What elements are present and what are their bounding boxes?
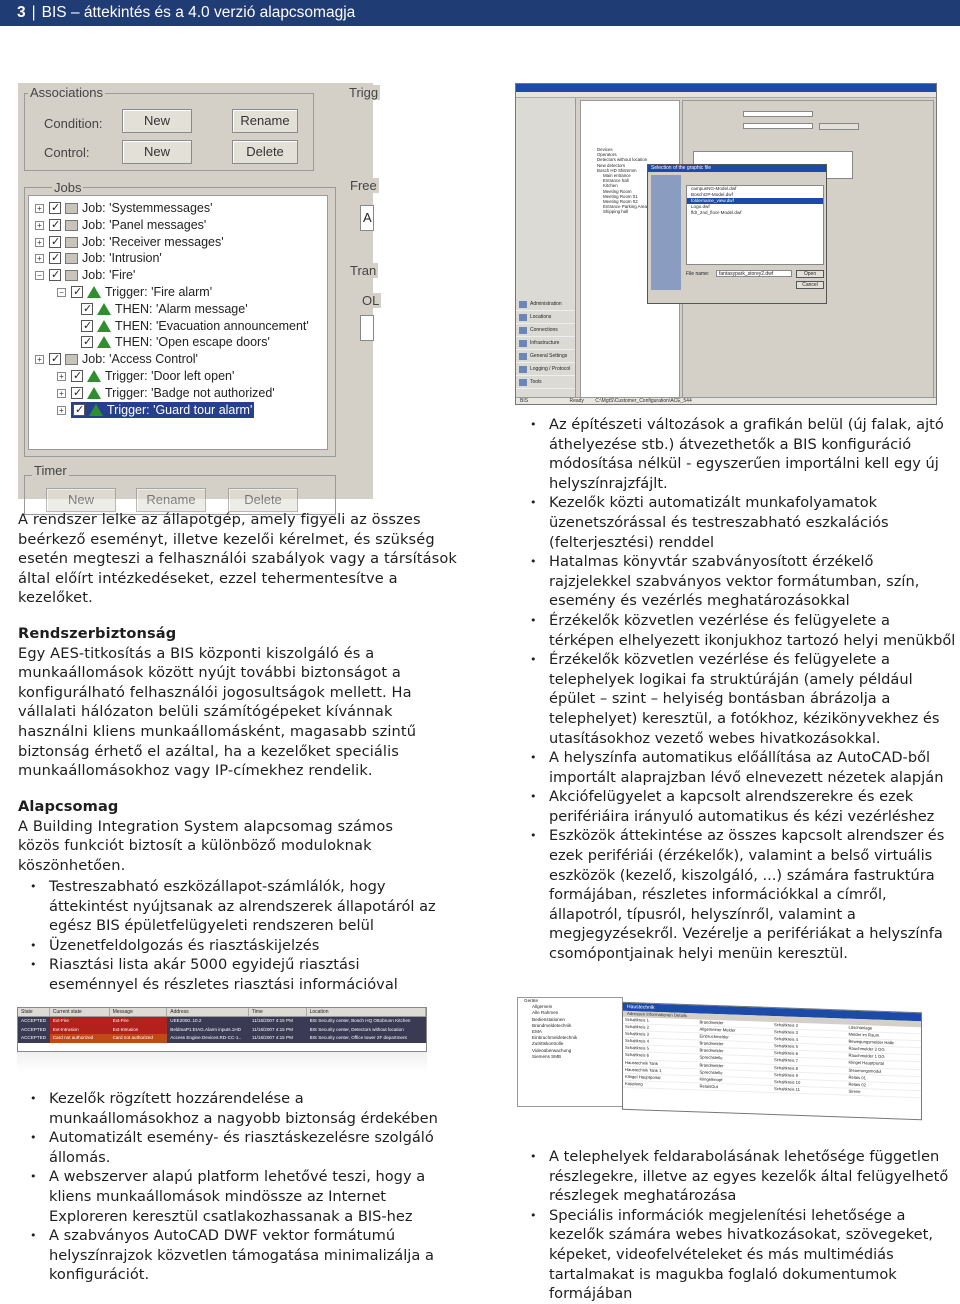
tree-node-label: Job: 'Panel messages' <box>82 217 207 232</box>
tree-node-job[interactable] <box>49 234 224 250</box>
location-tree-item[interactable]: New detectors <box>597 162 626 168</box>
expand-toggle[interactable]: + <box>35 204 44 213</box>
tree-node-trigger[interactable] <box>71 284 212 300</box>
window-menubar <box>516 92 936 98</box>
tree-node-label: Job: 'Intrusion' <box>82 251 162 266</box>
location-tree-item[interactable]: Entrance Parking Area <box>603 204 647 210</box>
header-separator: | <box>31 4 36 21</box>
status-path: C:\MgtS\Customer_Configuration\ACE_544 <box>595 398 692 404</box>
right-bullets <box>518 415 956 964</box>
alarm-cell: Card not authorized <box>50 1034 110 1043</box>
device-table[interactable] <box>623 1017 921 1098</box>
condition-label: Condition: <box>44 116 103 131</box>
alarm-list-fade <box>17 1052 427 1072</box>
tree-node-then[interactable] <box>81 334 270 350</box>
bullet-item: • Az építészeti változások a grafikán belül (új falak, ajtó áthelyezése stb.) átvezethetők a BIS konfiguráció módosítása nélkül - egyszerűen importálni kell egy új helyszínrajzfájlt. <box>518 415 956 493</box>
tree-node-label: Job: 'Receiver messages' <box>82 234 224 249</box>
status-app: BIS <box>520 398 529 404</box>
control-new-button[interactable]: New <box>122 140 192 164</box>
associations-label: Associations <box>30 85 103 100</box>
alarm-list-rows[interactable] <box>18 1017 426 1043</box>
device-detail-window <box>622 1002 922 1120</box>
intro-paragraph: A rendszer lelke az állapotgép, amely figyeli az összes beérkező eseményt, illetve kezelői kérelmet, és szükség esetén megteszi a felhasználói szabályok vagy a társítások által előírt intézkedéseket, ezzel tehermentesítve a kezelőket. <box>18 511 457 607</box>
location-tree-item[interactable]: Meeting Room 02 <box>603 199 638 205</box>
device-cell: Bewegungsmelder Halle <box>848 1038 894 1046</box>
job-icon <box>65 354 78 365</box>
bullet-item: • Hatalmas könyvtár szabványosított érzékelő rajzjelekkel szabványos vektor formátumban, szín, esemény és vezérlés meghatározásokkal <box>518 552 956 611</box>
expand-toggle[interactable]: − <box>57 288 66 297</box>
sidebar-item[interactable]: Locations <box>516 311 575 324</box>
warning-icon <box>97 320 111 332</box>
device-cell: Rauchmelder 1 OG <box>848 1053 885 1060</box>
sidebar-item[interactable]: Administration <box>516 298 575 311</box>
device-cell: Klingelknopf <box>699 1076 723 1083</box>
bullet-item: • Eszközök áttekintése az összes kapcsolt alrendszer és ezek perifériái (érzékelők), valamint a belső virtuális eszközök (kezelő, kiszolgáló, ...) számára fastruktúra formájában, részletes információkkal a címről, állapotról, típusról, helyszínről, valamint a megjegyzésekről. Vezérelje a perifériákat a helyszínfa csomópontjainak helyi menüin keresztül. <box>518 826 956 963</box>
alarm-cell: ACCEPTED <box>21 1026 47 1032</box>
checkbox[interactable] <box>49 202 61 214</box>
column-header[interactable]: Message <box>110 1008 168 1016</box>
file-name-field[interactable] <box>743 111 813 117</box>
file-list-item[interactable]: campusNG-Model.dwf <box>691 186 737 191</box>
graphic-detail-field[interactable] <box>743 123 813 129</box>
checkbox[interactable] <box>81 336 93 348</box>
alarm-cell: BIS Security center, Bosch HQ Ottobrunn Kitchen <box>309 1018 411 1023</box>
device-cell: Relais 01 <box>848 1074 866 1080</box>
sidebar-item[interactable]: Infrastructure <box>516 337 575 350</box>
device-tree-item[interactable]: Bedienstationen <box>532 1016 565 1022</box>
file-list-item[interactable]: fldr_2nd_floor-Model.dwf <box>691 210 742 215</box>
tree-node-trigger[interactable] <box>71 385 275 401</box>
device-cell: Schaltkreis 5 <box>774 1043 798 1050</box>
device-cell: Klingel Hauptportal <box>625 1073 661 1080</box>
jobs-label: Jobs <box>54 180 82 195</box>
sidebar-item[interactable]: General Settings <box>516 350 575 363</box>
expand-toggle[interactable]: + <box>57 389 66 398</box>
device-cell: Brandmelder <box>699 1062 724 1068</box>
job-icon <box>65 270 78 281</box>
file-list[interactable] <box>686 185 824 265</box>
tree-node-job[interactable] <box>49 267 135 283</box>
timer-new-button[interactable]: New <box>46 488 116 512</box>
file-selection-dialog <box>647 164 827 304</box>
alarm-cell: Card not authorized <box>110 1034 168 1043</box>
device-tree-item[interactable]: Brandmeldetechnik <box>532 1022 572 1028</box>
bullet-item: • Kezelők rögzített hozzárendelése a munkaállomásokhoz a nagyobb biztonság érdekében <box>18 1089 448 1128</box>
bullet-item: • Akciófelügyelet a kapcsolt alrendszerekre és ezek perifériáira irányuló automatikus és kézi vezérléshez <box>518 787 956 826</box>
tree-node-job[interactable] <box>49 351 198 367</box>
dialog-title: Selection of the graphic file <box>648 165 826 172</box>
device-window-title: Haustechnik <box>623 1003 921 1021</box>
expand-toggle[interactable]: − <box>35 271 44 280</box>
checkbox[interactable] <box>73 404 85 416</box>
expand-toggle[interactable]: + <box>35 238 44 247</box>
tree-node-label: Trigger: 'Fire alarm' <box>105 285 213 299</box>
status-ready: Ready <box>569 398 584 404</box>
bullet-item: • Riasztási lista akár 5000 egyidejű riasztási eseménnyel és részletes riasztási információval <box>18 955 448 994</box>
tree-node-label: Job: 'Access Control' <box>82 352 198 367</box>
bullet-item: • A helyszínfa automatikus előállítása az AutoCAD-ből importált alaprajzban lévő elnevezett nézetek alapján <box>518 748 956 787</box>
tree-node-label: THEN: 'Evacuation announcement' <box>115 318 309 333</box>
warning-icon <box>97 303 111 315</box>
checkbox[interactable] <box>49 252 61 264</box>
device-cell: Schaltkreis 4 <box>774 1036 798 1043</box>
timer-rename-button[interactable]: Rename <box>136 488 206 512</box>
alarm-cell: Ext-Fire <box>110 1017 168 1026</box>
file-list-item[interactable]: Logo.dwf <box>691 204 710 209</box>
device-cell: Klingel Hauptportal <box>848 1060 884 1067</box>
location-tree-item[interactable]: Main entrance <box>603 173 631 179</box>
base-package-text: A Building Integration System alapcsomag számos közös funkciót biztosít a különböző moduloknak köszönhetően. <box>18 817 394 874</box>
device-cell: Kopplung <box>625 1080 643 1087</box>
a-fragment: A <box>360 205 374 231</box>
location-tree-item[interactable]: Entrance hall <box>603 178 629 184</box>
device-tree-item[interactable]: EMA <box>532 1029 542 1035</box>
file-name-input[interactable]: fantasypark_storey2.dwf <box>716 270 792 277</box>
tree-node-job[interactable] <box>49 250 162 266</box>
alarm-row[interactable] <box>18 1034 426 1043</box>
left-bottom-bullets <box>18 1089 448 1285</box>
file-list-item[interactable]: foldername_view.dwf <box>687 198 823 204</box>
page-title: BIS – áttekintés és a 4.0 verzió alapcsomagja <box>41 4 356 21</box>
config-sidebar <box>516 98 576 398</box>
location-tree-item[interactable]: Operators <box>597 152 617 158</box>
device-tree-item[interactable]: Einbruchmeldetechnik <box>532 1035 578 1041</box>
checkbox[interactable] <box>71 387 83 399</box>
alarm-cell: ACCEPTED <box>21 1018 47 1023</box>
device-cell: Steuerungsmodul <box>848 1067 882 1074</box>
device-cell: RelaisOut <box>699 1083 718 1089</box>
control-label: Control: <box>44 145 90 160</box>
device-cell: Brandmelder <box>699 1047 724 1054</box>
warning-icon <box>87 387 101 399</box>
scan-graphic-button[interactable] <box>819 123 859 130</box>
device-cell: Relais 02 <box>848 1081 866 1088</box>
alarm-cell: Ext-Fire <box>50 1017 110 1026</box>
device-cell: Schaltkreis 1 <box>625 1016 649 1023</box>
device-cell: Schaltkreis 2 <box>774 1022 798 1028</box>
device-cell: Einbruchmelder <box>699 1033 729 1040</box>
tree-node-job[interactable] <box>49 200 213 216</box>
device-tree-item[interactable]: Siemens SMB <box>532 1053 562 1059</box>
control-delete-button[interactable]: Delete <box>232 140 298 164</box>
cancel-button[interactable]: Cancel <box>796 281 824 289</box>
checkbox[interactable] <box>49 353 61 365</box>
tree-node-label: Job: 'Systemmessages' <box>82 201 213 215</box>
alarm-cell: Ext-Intrusion <box>50 1026 110 1035</box>
sidebar-item[interactable]: Connections <box>516 324 575 337</box>
checkbox[interactable] <box>71 286 83 298</box>
alarm-list-screenshot <box>17 1007 427 1075</box>
bullet-item: • Érzékelők közvetlen vezérlése és felügyelete a telephelyek logikai fa struktúráján (amely például épület – szint – helyiség bontásban ábrázolja a telephelyet) keresztül, a fotókhoz, kézikönyvekhez és utasításokhoz vezető webes hivatkozásokkal. <box>518 650 956 748</box>
bullet-item: • A webszerver alapú platform lehetővé teszi, hogy a kliens munkaállomások mindössze az Internet Exploreren keresztül csatlakozhassanak a BIS-hez <box>18 1167 448 1226</box>
alarm-cell: UEE2000..10.2 <box>170 1018 202 1023</box>
condition-rename-button[interactable]: Rename <box>232 109 298 133</box>
device-cell: Schaltkreis 9 <box>774 1071 798 1078</box>
device-cell: Sprechstelle <box>699 1069 723 1075</box>
base-package-section <box>18 797 438 875</box>
tree-node-then[interactable] <box>81 318 309 334</box>
job-icon <box>65 220 78 231</box>
device-tree[interactable] <box>517 997 623 1107</box>
trigger-fragment: Trigg <box>349 85 379 100</box>
tree-node-label: THEN: 'Alarm message' <box>115 301 248 316</box>
tree-node-job[interactable] <box>49 217 206 233</box>
expand-toggle[interactable]: + <box>35 355 44 364</box>
alarm-list-header <box>18 1008 426 1017</box>
device-cell: Brandmelder <box>699 1040 724 1047</box>
device-cell: Schaltkreis 8 <box>774 1064 798 1071</box>
security-section <box>18 624 448 781</box>
sidebar-item[interactable]: Tools <box>516 376 575 389</box>
window-titlebar <box>516 84 936 92</box>
jobs-tree[interactable] <box>28 195 328 450</box>
bullet-item: • Érzékelők közvetlen vezérlése és felügyelete a térképen elhelyezett ikonjukhoz tartozó helyi menükből <box>518 611 956 650</box>
alarm-cell: Access Engine.Devices.RD-CC-1.. <box>170 1035 241 1040</box>
device-tree-item[interactable]: Allgemein <box>532 1004 553 1010</box>
checkbox[interactable] <box>49 236 61 248</box>
column-header[interactable]: Address <box>167 1008 249 1016</box>
page-number: 3 <box>17 4 26 21</box>
associations-screenshot <box>18 83 380 507</box>
small-field <box>360 315 374 341</box>
location-tree-item[interactable]: Meeting Room 01 <box>603 193 638 199</box>
device-cell: Löschanlage <box>848 1024 873 1031</box>
timer-delete-button[interactable]: Delete <box>228 488 298 512</box>
device-cell: Schaltkreis 3 <box>774 1029 798 1036</box>
checkbox[interactable] <box>49 269 61 281</box>
location-tree-item[interactable]: Devices <box>597 147 613 152</box>
device-cell: Rauchmelder 2 OG <box>848 1045 885 1053</box>
device-cell: Schaltkreis 4 <box>625 1038 649 1044</box>
base-package-bullets <box>18 877 448 995</box>
device-cell: Schaltkreis 11 <box>774 1085 800 1092</box>
warning-icon <box>97 336 111 348</box>
tree-node-label: Job: 'Fire' <box>82 268 136 283</box>
security-heading: Rendszerbiztonság <box>18 625 177 642</box>
bullet-item: • Testreszabható eszközállapot-számlálók, hogy áttekintést nyújtsanak az alrendszerek állapotáról az egész BIS épületfelügyeleti rendszeren belül <box>18 877 448 936</box>
column-header[interactable]: State <box>18 1008 50 1016</box>
alarm-cell: 11/16/2007 4:15 PM <box>251 1018 293 1023</box>
device-cell: Allgemeiner Melder <box>699 1026 736 1033</box>
location-tree-item[interactable]: Meeting Room <box>603 188 632 194</box>
page-header <box>0 0 960 26</box>
tran-fragment: Tran <box>350 263 377 278</box>
checkbox[interactable] <box>81 320 93 332</box>
location-tree-item[interactable]: Bosch HD Shitmmm <box>597 167 637 173</box>
device-cell: Sirene <box>848 1088 861 1094</box>
alarm-row[interactable] <box>18 1026 426 1035</box>
warning-icon <box>87 286 101 298</box>
column-header[interactable]: Location <box>307 1008 426 1016</box>
security-text: Egy AES-titkosítás a BIS központi kiszolgáló és a munkaállomások között nyújt további biztonságot a konfigurálható felhasználói jogosultságok mellett. Ha vállalati hálózaton belüli számítógépeket kívánnak használni kliens munkaállomásként, magasabb szintű biztonság érhető el azáltal, ha a kezelőket speciális munkaállomásokhoz vagy IP-címekhez rendelik. <box>18 644 417 780</box>
warning-icon <box>87 370 101 382</box>
device-cell: Schaltkreis 5 <box>625 1045 649 1052</box>
device-cell: Schaltkreis 6 <box>774 1050 798 1057</box>
right-bottom-bullets <box>518 1147 956 1304</box>
checkbox[interactable] <box>81 303 93 315</box>
device-overview-screenshot <box>517 997 937 1130</box>
expand-toggle[interactable]: + <box>35 254 44 263</box>
bullet-item: • A szabványos AutoCAD DWF vektor formátumú helyszínrajzok közvetlen támogatása minimalizálja a konfigurációt. <box>18 1226 448 1285</box>
alarm-cell: BeldmaP1:EIAG.Alarm inputs.1HD <box>170 1026 242 1032</box>
alarm-cell: BIS Security center, Detectors without location <box>309 1026 404 1032</box>
alarm-cell: ACCEPTED <box>21 1035 47 1040</box>
device-tree-item[interactable]: Videoüberwachung <box>532 1047 572 1053</box>
device-cell: Melder im Raum <box>848 1031 880 1038</box>
tree-node-label: Trigger: 'Badge not authorized' <box>105 385 275 400</box>
condition-new-button[interactable]: New <box>122 109 192 133</box>
device-cell: Haustechnik Tank 1 <box>625 1066 662 1073</box>
sidebar-item[interactable]: Logging / Protocol <box>516 363 575 376</box>
job-icon <box>65 253 78 264</box>
tree-node-label: THEN: 'Open escape doors' <box>115 335 270 350</box>
job-icon <box>65 203 78 214</box>
bullet-item: • Üzenetfeldolgozás és riasztáskijelzés <box>18 936 448 956</box>
file-name-label: File name: <box>686 271 710 277</box>
device-cell: Brandmelder <box>699 1019 724 1026</box>
column-header[interactable]: Current state <box>50 1008 110 1016</box>
ol-fragment: OL <box>362 293 380 308</box>
bullet-item: • Automatizált esemény- és riasztáskezelésre szolgáló állomás. <box>18 1128 448 1167</box>
configuration-browser-screenshot <box>515 83 937 405</box>
device-tree-item[interactable]: Zutrittskontrolle <box>532 1041 564 1047</box>
alarm-cell: 11/16/2007 4:15 PM <box>251 1035 293 1040</box>
device-tree-item[interactable]: Alle Rahmen <box>532 1010 559 1016</box>
device-cell: Schaltkreis 7 <box>774 1057 798 1064</box>
alarm-row[interactable] <box>18 1017 426 1026</box>
status-bar <box>516 397 936 404</box>
device-cell: Schaltkreis 6 <box>625 1052 649 1059</box>
device-cell: Schaltkreis 3 <box>625 1031 649 1037</box>
places-bar[interactable] <box>651 175 681 290</box>
job-icon <box>65 237 78 248</box>
device-cell: Schaltkreis 2 <box>625 1023 649 1030</box>
bullet-item: • Kezelők közti automatizált munkafolyamatok üzenetszórással és testreszabható eszkalációs (felterjesztési) renddel <box>518 493 956 552</box>
tree-node-trigger[interactable] <box>71 368 234 384</box>
base-package-heading: Alapcsomag <box>18 798 119 815</box>
alarm-cell: 11/16/2007 4:15 PM <box>251 1026 293 1032</box>
checkbox[interactable] <box>49 219 61 231</box>
tree-node-label: Trigger: 'Door left open' <box>105 369 235 383</box>
expand-toggle[interactable]: + <box>57 372 66 381</box>
alarm-cell: Ext-Intrusion <box>110 1026 168 1035</box>
device-cell: Sprechstelle <box>699 1054 723 1061</box>
open-button[interactable]: Open <box>796 270 824 278</box>
device-cell: Haustechnik Tank <box>625 1059 658 1066</box>
tree-node-trigger[interactable] <box>71 402 254 418</box>
alarm-cell: BIS Security center, Office tower 2F department <box>309 1035 407 1040</box>
device-window-tabs[interactable]: Adressen Informationen Details <box>623 1011 921 1027</box>
location-tree-item[interactable]: Shipping hall <box>603 209 629 215</box>
bullet-item: • A telephelyek feldarabolásának lehetősége független részlegekre, illetve az egyes kezelők által felügyelhető részlegek meghatározása <box>518 1147 956 1206</box>
location-tree-item[interactable]: Detectors without location <box>597 157 648 163</box>
bullet-item: • Speciális információk megjelenítési lehetősége a kezelők számára webes hivatkozásokat, szövegeket, képeket, videofelvételeket és más multimédiás tartalmakat is magukba foglaló dokumentumok formájában <box>518 1206 956 1304</box>
timer-label: Timer <box>34 463 67 478</box>
tree-node-label: Trigger: 'Guard tour alarm' <box>107 402 253 417</box>
warning-icon <box>89 404 103 416</box>
file-list-item[interactable]: BoschGP-Model.dwf <box>691 192 733 197</box>
free-fragment: Free <box>350 178 377 193</box>
checkbox[interactable] <box>71 370 83 382</box>
location-tree-item[interactable]: Kitchen <box>603 183 618 189</box>
device-tree-item[interactable]: Geräte <box>524 998 539 1003</box>
tree-node-then[interactable] <box>81 301 248 317</box>
column-header[interactable]: Time <box>249 1008 307 1016</box>
expand-toggle[interactable]: + <box>57 406 66 415</box>
device-cell: Schaltkreis 10 <box>774 1078 801 1085</box>
expand-toggle[interactable]: + <box>35 221 44 230</box>
